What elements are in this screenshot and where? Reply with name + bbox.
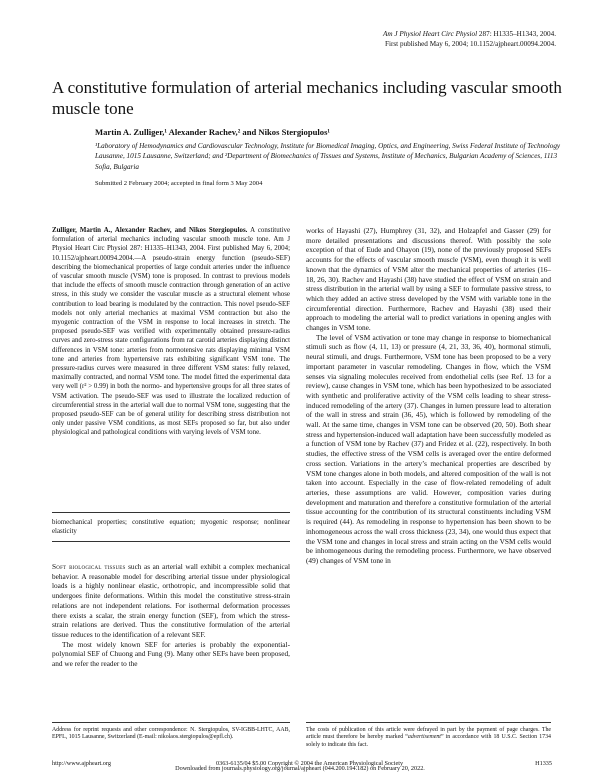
- journal-ref: 287: H1335–H1343, 2004.: [478, 30, 556, 38]
- authors: Martin A. Zulliger,¹ Alexander Rachev,² and Nikos Stergiopulos¹: [95, 127, 331, 137]
- footnote-correspondence: Address for reprint requests and other correspondence: N. Stergiopulos, SV-IGBB-LHTC, AAB, EPFL, 1015 Lausanne, Switzerland (E-mail: nikolaos.stergiopulos@epfl.ch).: [52, 727, 290, 741]
- keywords-rule-top: [52, 512, 290, 513]
- body-right-column: [306, 226, 551, 566]
- abstract: [52, 226, 290, 438]
- journal-name: Am J Physiol Heart Circ Physiol: [382, 30, 478, 38]
- submitted-date: Submitted 2 February 2004; accepted in final form 3 May 2004: [95, 180, 263, 187]
- intro-paragraph-1: [52, 562, 290, 640]
- footnote-advertisement: advertisement: [407, 734, 441, 741]
- intro-smallcaps: Soft biological tissues: [52, 562, 126, 571]
- download-notice: Downloaded from journals.physiology.org/journal/ajpheart (044.200.194.182) on February 20, 2022.: [175, 765, 425, 772]
- copyright: 0363-6135/04 $5.00 Copyright © 2004 the American Physiological Society: [216, 760, 404, 767]
- affiliation: ¹Laboratory of Hemodynamics and Cardiovascular Technology, Institute for Biomedical Imaging, Optics, and Engineering, Swiss Federal Institute of Technology Lausanne, 1015 Lausanne, Switzerland; and ²Department of Biomechanics of Tissues and Systems, Institute of Mechanics, Bulgarian Academy of Sciences, 1113 Sofia, Bulgaria: [95, 142, 561, 171]
- abstract-text: A constitutive formulation of arterial mechanics including vascular smooth muscle tone. Am J Physiol Heart Circ Physiol 287: H1335–H1343, 2004. First published May 6, 2004; 10.1152/ajpheart.00094.2004.—A pseudo-strain energy function (pseudo-SEF) describing the biomechanical properties of large conduit arteries under the influence of vascular smooth muscle (VSM) tone is proposed. In contrast to previous models that include the effects of smooth muscle contraction through generation of an active stress, in this study we consider the vascular muscle as a structural element whose contribution to load bearing is modulated by the contraction. This novel pseudo-SEF models not only arterial mechanics at maximal VSM contraction but also the myogenic contraction of the VSM in response to local increases in stretch. The proposed pseudo-SEF was verified with experimentally obtained pressure-radius curves and zero-stress state configurations from rat carotid arteries displaying distinct differences in VSM tone: arteries from normotensive rats displaying minimal VSM tone and arteries from hypertensive rats exhibiting significant VSM tone. The pressure-radius curves were measured in three different VSM states: fully relaxed, maximally contracted, and normal VSM tone. The model fitted the experimental data very well (r² > 0.99) in both the normo- and hypertensive groups for all three states of VSM activation. The pseudo-SEF was used to illustrate the localized reduction of circumferential stress in the arterial wall due to normal VSM tone, suggesting that the proposed pseudo-SEF can be of general utility for describing stress distribution not only under passive VSM conditions, as most SEFs proposed so far, but also under physiological and pathological conditions with varying levels of VSM tone.: [52, 227, 290, 437]
- footnote-costs-part2: ” in accordance with 18 U.S.C. Section 1734 solely to indicate this fact.: [306, 734, 551, 748]
- right-paragraph-1: works of Hayashi (27), Humphrey (31, 32), and Holzapfel and Gasser (29) for more detailed presentations and discussions thereof. With possibly the sole exception of that of Eude and Ohayon (19), none of the previously proposed SEFs accounts for the effects of vascular smooth muscle (VSM), even though it is well known that the dynamics of VSM alter the mechanical properties of arteries (16–18, 26, 30). Rachev and Hayashi (38) have studied the effect of VSM on strain and stress distribution in the arterial wall by using a SEF to formulate passive stress, to which they added an active stress developed by the VSM with variable tone in the circumferential direction. Furthermore, Rachev and Hayashi (38) used their approach to modeling the arterial wall to predict variations in opening angles with changes in VSM tone.: [306, 226, 551, 333]
- footnote-costs-part1: The costs of publication of this article were defrayed in part by the payment of page charges. The article must therefore be hereby marked “: [306, 727, 551, 741]
- intro-text: such as an arterial wall exhibit a complex mechanical behavior. A reasonable model for describing arterial tissue under physiological loads is a highly nonlinear elastic, orthotropic, and incompressible solid that undergoes finite deformations. Within this model the constitutive stress-strain relations are not independent relations. For isothermal deformation processes there exists a scalar, the strain energy function (SEF), from which the stress-strain relations are derived. Thus the constitutive formulation of the arterial tissue reduces to the identification of a relevant SEF.: [52, 562, 290, 639]
- journal-url[interactable]: http://www.ajpheart.org: [52, 760, 111, 767]
- article-title: A constitutive formulation of arterial mechanics including vascular smooth muscle tone: [52, 78, 562, 118]
- footnote-rule-left: [52, 722, 290, 723]
- running-header: [236, 30, 556, 49]
- page-number: H1335: [535, 760, 552, 767]
- body-left-column: [52, 562, 290, 669]
- abstract-lead: Zulliger, Martin A., Alexander Rachev, and Nikos Stergiopulos.: [52, 227, 248, 234]
- footnote-rule-right: [306, 722, 551, 723]
- keywords-rule-bottom: [52, 541, 290, 542]
- keywords: biomechanical properties; constitutive equation; myogenic response; nonlinear elasticity: [52, 519, 290, 536]
- right-paragraph-2: The level of VSM activation or tone may change in response to biomechanical stimuli such as flow (4, 11, 13) or pressure (4, 21, 33, 36, 40), hormonal stimuli, neural stimuli, and drugs. Furthermore, VSM tone has been proposed to be a very important parameter in vascular remodeling. Changes in flow, which the VSM senses via signaling molecules received from endothelial cells (see Ref. 13 for a review), cause changes in VSM tone, which has been hypothesized to be associated with synthetic and proliferative activity of the VSM cells leading to shear stress-induced remodeling of the artery (37). Changes in lumen pressure lead to alteration of the wall in stress and strain (36, 45), which is followed by remodeling of the wall. At the same time, changes in VSM tone can be observed (20, 50). Both shear stress and hypertension-induced wall adaptation have been successfully modeled as a function of VSM tone by Rachev (37) and Fridez et al. (22), respectively. In both studies, the effective stress of the VSM cells is averaged over the entire deformed cross section. Variations in the artery’s mechanical properties are described by VSM tone changes alone in both models, and altered composition of the wall is not taken into account. Especially in the case of flow-related remodeling of adult arteries, these assumptions are valid. However, composition varies during development and maturation and therefore a constitutive formulation of the arterial tissue accounting for the contribution of its structural constituents including VSM is required (44). As remodeling in response to hypertension has been shown to be inhomogeneous across the wall cross thickness (23, 34), one would thus expect that the VSM tone and changes in local stress and strain acting on the VSM cells would be inhomogeneous during the remodeling process. Furthermore, we have observed (49) changes of VSM tone in: [306, 332, 551, 565]
- first-published: First published May 6, 2004; 10.1152/ajpheart.00094.2004.: [384, 39, 556, 48]
- footnote-costs: [306, 727, 551, 749]
- intro-paragraph-2: The most widely known SEF for arteries is probably the exponential-polynomial SEF of Chuong and Fung (9). Many other SEFs have been proposed, and we refer the reader to the: [52, 639, 290, 669]
